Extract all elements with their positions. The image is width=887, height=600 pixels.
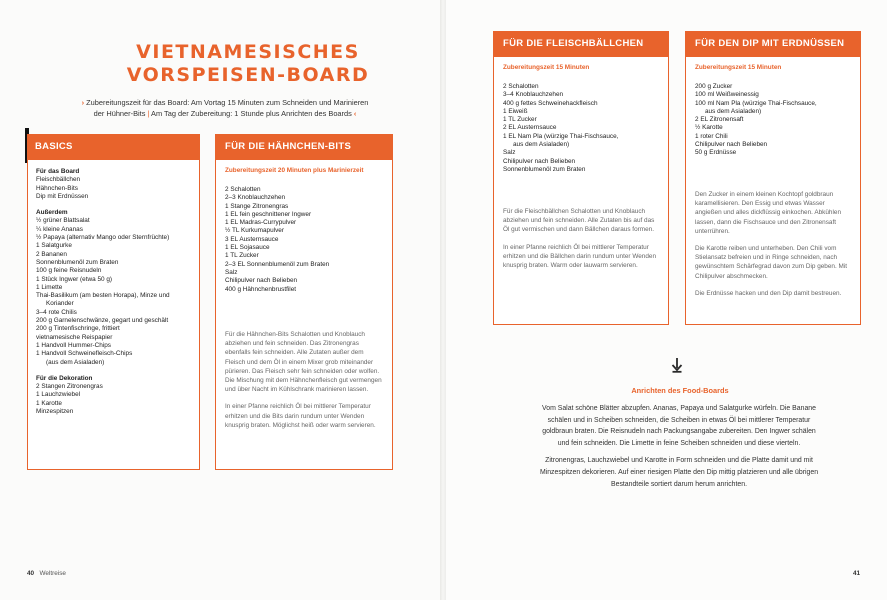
list-item: Minzespitzen [36,408,74,416]
list-item: 3 EL Austernsauce [225,235,279,243]
intro-separator: | [147,109,150,118]
list-item: Hähnchen-Bits [36,184,78,192]
list-item: Dip mit Erdnüssen [36,192,89,200]
meatballs-card [493,31,669,325]
list-item: 1 Karotte [36,399,62,407]
chicken-bits-card [215,134,393,470]
list-item: Sonnenblumenöl zum Braten [36,258,119,266]
list-item: ½ Karotte [695,124,723,132]
list-item: 3–4 rote Chilis [36,308,77,316]
list-item: Salz [503,149,516,157]
list-item: 1 EL Sojasauce [225,244,270,252]
chicken-prep-time: Zubereitungszeit 20 Minuten plus Marinierzeit [225,167,364,174]
list-item: 200 g Zucker [695,83,733,90]
list-item: 1 Salatgurke [36,242,72,250]
list-item: 400 g fettes Schweinehackfleisch [503,99,598,107]
list-item: Koriander [46,300,74,308]
list-item: Chilipulver nach Belieben [503,157,576,165]
list-item: 400 g Hähnchenbrustfilet [225,285,297,293]
list-item: ½ grüner Blattsalat [36,217,90,225]
list-item: 1 Stange Zitronengras [225,202,289,210]
page-number-left: 40 [27,570,35,577]
list-item: 2–3 Knoblauchzehen [225,194,286,202]
meatballs-step-2: In einer Pfanne reichlich Öl bei mittlerer Temperatur erhitzen und die Bällchen darin rundum unter Wenden knusprig braten. Warm oder lauwarm servieren. [503,243,657,270]
basics-header: BASICS [27,134,200,160]
book-spine [440,0,446,600]
chicken-bits-header: FÜR DIE HÄHNCHEN-BITS [215,134,393,160]
list-item: 1 EL Madras-Currypulver [225,219,297,227]
list-item: 1 Lauchzwiebel [36,391,81,399]
list-item: 2 Schalotten [503,83,539,90]
list-item: 1 TL Zucker [225,252,259,260]
list-item: 2 EL Austernsauce [503,124,557,132]
list-item: Sonnenblumenöl zum Braten [503,165,586,173]
page-title [118,41,378,87]
list-item: (aus dem Asialaden) [46,358,105,366]
list-item: Chilipulver nach Belieben [225,277,298,285]
meatballs-step-1: Für die Fleischbällchen Schalotten und Knoblauch abziehen und fein schneiden. Alle Zutaten bis auf das Öl gut vermischen und dann Bällchen daraus formen. [503,208,655,234]
list-item: 100 g feine Reisnudeln [36,267,102,275]
arrow-left-icon: ‹ [353,109,357,118]
intro-line-2b: Am Tag der Zubereitung: 1 Stunde plus Anrichten des Boards [151,109,352,118]
chicken-step-2: In einer Pfanne reichlich Öl bei mittlerer Temperatur erhitzen und die Bits darin rundum unter Wenden knusprig braten. Möglichst heiß oder warm servieren. [225,403,376,429]
list-item: 2 Schalotten [225,186,261,193]
dip-step-3: Die Erdnüsse hacken und den Dip damit bestreuen. [695,289,842,297]
chicken-instructions [225,330,383,438]
dip-body [685,57,861,325]
basics-group2-title: Außerdem [36,209,68,217]
food-board-instructions [538,403,820,496]
list-item: Chilipulver nach Belieben [695,141,768,149]
list-item: 200 g Tintenfischringe, frittiert [36,325,120,333]
footer-right [853,570,860,577]
list-item: Salz [225,268,238,276]
dip-instructions [695,190,853,306]
basics-card [27,134,200,470]
dip-ingredients [695,83,817,158]
title-line-1: VIETNAMESISCHES [136,41,360,63]
food-board-step-1: Vom Salat schöne Blätter abzupfen. Ananas, Papaya und Salatgurke würfeln. Die Banane schälen und in Scheiben schneiden, die Scheiben in etwas Öl bei mittlerer Temperatur goldbraun braten. Die Reisnudeln nach Packungsangabe zubereiten. Den Ingwer schälen und fein schneiden. Die Limette in feine Scheiben schneiden und diese vierteln. [542,405,816,447]
intro-line-2a: der Hühner-Bits [93,109,146,118]
list-item: Thai-Basilikum (am besten Horapa), Minze und [36,292,170,300]
arrow-down-icon [670,357,684,373]
arrow-right-icon: › [81,98,85,107]
dip-card [685,31,861,325]
section-name: Weltreise [39,570,66,577]
list-item: 200 g Garnelenschwänze, gegart und geschält [36,317,169,325]
meatballs-ingredients [503,83,618,174]
list-item: 1 roter Chili [695,132,728,140]
list-item: 1 Limette [36,283,63,291]
list-item: 2 Stangen Zitronengras [36,383,103,391]
title-line-2: VORSPEISEN-BOARD [126,64,370,86]
meatballs-prep-time: Zubereitungszeit 15 Minuten [503,64,590,71]
list-item: 2–3 EL Sonnenblumenöl zum Braten [225,260,330,268]
list-item: vietnamesische Reispapier [36,333,113,341]
list-item: 1 Handvoll Schweinefleisch-Chips [36,350,133,358]
list-item: 50 g Erdnüsse [695,149,737,157]
list-item: aus dem Asialaden) [513,141,570,149]
chicken-bits-body [215,160,393,470]
list-item: 100 ml Weißweinessig [695,91,759,99]
list-item: ½ Papaya (alternativ Mango oder Sternfrüchte) [36,234,170,242]
list-item: 1 Stück Ingwer (etwa 50 g) [36,275,113,283]
basics-group1-title: Für das Board [36,168,80,175]
footer-left [27,570,66,577]
food-board-step-2: Zitronengras, Lauchzwiebel und Karotte in Form schneiden und die Platte damit und mit Minzespitzen dekorieren. Auf einer riesigen Platte den Dip mittig platzieren und alle übrigen Bestandteile sortiert darum herum anrichten. [539,457,819,488]
list-item: 2 EL Zitronensaft [695,116,744,124]
basics-list [36,168,170,416]
list-item: 1 Eiweiß [503,107,528,115]
list-item: ½ TL Kurkumapulver [225,227,284,235]
list-item: 1 Handvoll Hummer-Chips [36,341,111,349]
basics-group3-title: Für die Dekoration [36,374,93,382]
dip-prep-time: Zubereitungszeit 15 Minuten [695,64,782,71]
dip-step-2: Die Karotte reiben und unterheben. Den Chili vom Stielansatz befreien und in Ringe schneiden, nach gewünschtem Schärfegrad davon zum Dip geben. Mit Chilipulver abschmecken. [695,245,848,280]
list-item: aus dem Asialaden) [705,107,762,115]
intro-prep-time [60,97,390,119]
list-item: 2 Bananen [36,250,67,258]
chicken-ingredients [225,186,329,294]
dip-step-1: Den Zucker in einem kleinen Kochtopf goldbraun karamellisieren. Den Essig und etwas Wasser angießen und alles dickflüssig einkochen. Abkühlen lassen, dann die Fischsauce und den Zitronensaft unterrühren. [695,191,842,235]
page-number-right: 41 [853,570,861,577]
meatballs-instructions [503,207,661,278]
meatballs-body [493,57,669,325]
list-item: Fleischbällchen [36,176,81,184]
list-item: 1 EL fein geschnittener Ingwer [225,210,312,218]
list-item: 1 TL Zucker [503,116,537,124]
basics-body [27,160,200,470]
food-board-title: Anrichten des Food-Boards [631,386,729,395]
list-item: 1 EL Nam Pla (würzige Thai-Fischsauce, [503,132,619,140]
intro-line-1: Zubereitungszeit für das Board: Am Vortag 15 Minuten zum Schneiden und Marinieren [86,98,369,107]
list-item: 3–4 Knoblauchzehen [503,91,564,99]
meatballs-header: FÜR DIE FLEISCHBÄLLCHEN [493,31,669,57]
chicken-step-1: Für die Hähnchen-Bits Schalotten und Knoblauch abziehen und fein schneiden. Das Zitronengras ebenfalls fein schneiden. Alle Zutaten außer dem Fleisch und dem Öl in einem Mixer grob miteinander pürieren. Das Fleisch sehr fein schneiden oder wolfen. Die Mischung mit dem Hähnchenfleisch gut vermengen und über Nacht im Kühlschrank marinieren lassen. [225,331,382,394]
list-item: ¼ kleine Ananas [36,225,83,233]
dip-header: FÜR DEN DIP MIT ERDNÜSSEN [685,31,861,57]
list-item: 100 ml Nam Pla (würzige Thai-Fischsauce, [695,99,817,107]
